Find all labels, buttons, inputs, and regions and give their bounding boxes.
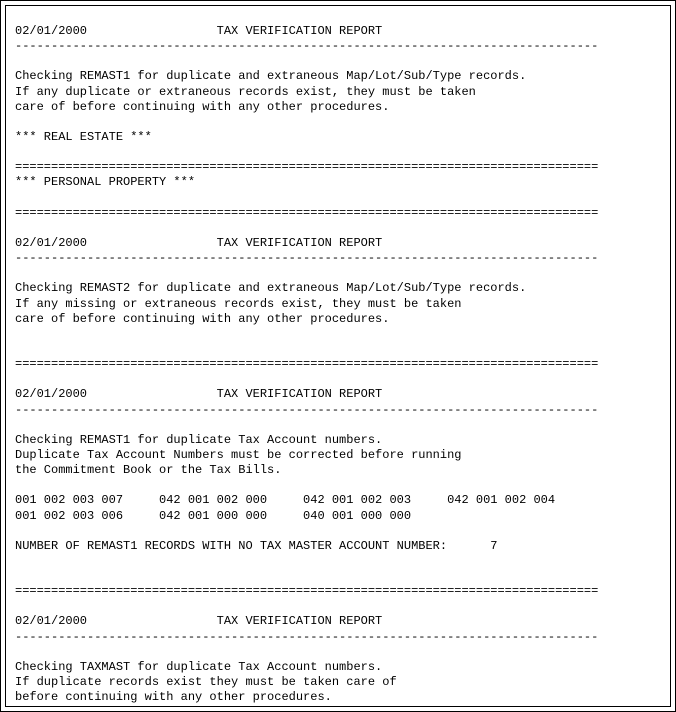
blank-line xyxy=(15,372,598,387)
blank-line xyxy=(15,342,598,357)
report-line: care of before continuing with any other procedures. xyxy=(15,99,390,114)
blank-line xyxy=(15,327,598,342)
report-line: If any missing or extraneous records exist, they must be taken xyxy=(15,296,462,311)
blank-line xyxy=(15,191,598,206)
report-line: NUMBER OF REMAST1 RECORDS WITH NO TAX MASTER ACCOUNT NUMBER: 7 xyxy=(15,538,498,553)
report-line: If any duplicate or extraneous records exist, they must be taken xyxy=(15,84,476,99)
blank-line xyxy=(15,418,598,433)
report-line: Checking TAXMAST for duplicate Tax Account numbers. xyxy=(15,659,383,674)
report-line: 001 002 003 006 042 001 000 000 040 001 000 000 xyxy=(15,508,412,523)
report-line: If duplicate records exist they must be taken care of xyxy=(15,675,397,690)
blank-line xyxy=(15,266,598,281)
report-line: Duplicate Tax Account Numbers must be corrected before running xyxy=(15,447,462,462)
double-divider: ================================================================================= xyxy=(15,584,599,599)
blank-line xyxy=(15,645,598,660)
report-line: *** PERSONAL PROPERTY *** xyxy=(15,175,196,190)
blank-line xyxy=(15,569,598,584)
report-line: Checking REMAST1 for duplicate and extraneous Map/Lot/Sub/Type records. xyxy=(15,69,527,84)
report-line: Checking REMAST2 for duplicate and extraneous Map/Lot/Sub/Type records. xyxy=(15,281,527,296)
dashed-divider: --------------------------------------------------------------------------------- xyxy=(15,39,599,54)
blank-line xyxy=(15,54,598,69)
dashed-divider: --------------------------------------------------------------------------------- xyxy=(15,251,599,266)
blank-line xyxy=(15,478,598,493)
blank-line xyxy=(15,599,598,614)
blank-line xyxy=(15,524,598,539)
report-line: *** REAL ESTATE *** xyxy=(15,129,152,144)
report-line: 001 002 003 007 042 001 002 000 042 001 002 003 042 001 002 004 xyxy=(15,493,556,508)
report-header: 02/01/2000 TAX VERIFICATION REPORT xyxy=(15,614,383,629)
dashed-divider: --------------------------------------------------------------------------------- xyxy=(15,402,599,417)
dashed-divider: --------------------------------------------------------------------------------- xyxy=(15,629,599,644)
report-inner-border xyxy=(5,5,671,707)
report-line: Checking REMAST1 for duplicate Tax Account numbers. xyxy=(15,432,383,447)
report-header: 02/01/2000 TAX VERIFICATION REPORT xyxy=(15,235,383,250)
double-divider: ================================================================================= xyxy=(15,205,599,220)
report-header: 02/01/2000 TAX VERIFICATION REPORT xyxy=(15,24,383,38)
report-header: 02/01/2000 TAX VERIFICATION REPORT xyxy=(15,387,383,402)
blank-line xyxy=(15,115,598,130)
blank-line xyxy=(15,145,598,160)
double-divider: ================================================================================= xyxy=(15,160,599,175)
tax-verification-report xyxy=(15,24,598,705)
report-line: care of before continuing with any other procedures. xyxy=(15,311,390,326)
double-divider: ================================================================================= xyxy=(15,357,599,372)
blank-line xyxy=(15,554,598,569)
report-line: before continuing with any other procedures. xyxy=(15,690,332,705)
report-line: the Commitment Book or the Tax Bills. xyxy=(15,463,282,478)
blank-line xyxy=(15,221,598,236)
